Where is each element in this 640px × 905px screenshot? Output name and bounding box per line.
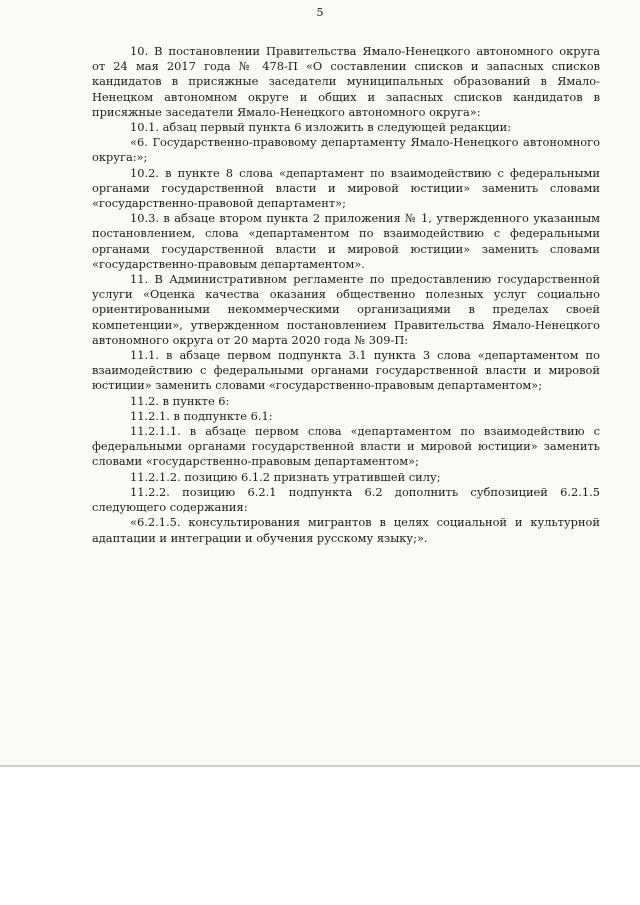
paragraph-11-2-2: 11.2.2. позицию 6.2.1 подпункта 6.2 дополнить субпозицией 6.2.1.5 следующего содержания: [92, 484, 600, 515]
paragraph-11-2-1-2: 11.2.1.2. позицию 6.1.2 признать утратившей силу; [130, 469, 441, 484]
document-body [92, 44, 600, 546]
paragraph-6-2-1-5-quote: «6.2.1.5. консультирования мигрантов в целях социальной и культурной адаптации и интеграции и обучения русскому языку;». [92, 515, 600, 545]
paragraph-11-1: 11.1. в абзаце первом подпункта 3.1 пункта 3 слова «департаментом по взаимодействию с федеральными органами государственной власти и мировой юстиции» заменить словами «государственно-правовым департаментом»; [92, 348, 600, 393]
paragraph-11-2-1: 11.2.1. в подпункте 6.1: [130, 408, 273, 423]
page-number: 5 [316, 6, 324, 19]
paragraph-11-2: 11.2. в пункте 6: [130, 393, 230, 408]
paragraph-10-2: 10.2. в пункте 8 слова «департамент по взаимодействию с федеральными органами государственной власти и мировой юстиции» заменить словами «государственно-правовой департамент»; [92, 165, 600, 211]
paragraph-10-1: 10.1. абзац первый пункта 6 изложить в следующей редакции: [130, 120, 512, 135]
paragraph-11: 11. В Административном регламенте по предоставлению государственной услуги «Оценка качества оказания общественно полезных услуг социально ориентированными некоммерческими организациями в пределах своей компетенции», утвержденном постановлением Правительства Ямало-Ненецкого автономного округа от 20 марта 2020 года № 309-П: [92, 272, 600, 347]
paragraph-10-1-quote: «6. Государственно-правовому департаменту Ямало-Ненецкого автономного округа:»; [92, 135, 600, 165]
blank-margin [0, 767, 640, 905]
paragraph-10-3: 10.3. в абзаце втором пункта 2 приложения № 1, утвержденного указанным постановлением, слова «департаментом по взаимодействию с федеральными органами государственной власти и мировой юстиции» заменить словами «государственно-правовым департаментом». [92, 211, 600, 271]
paragraph-11-2-1-1: 11.2.1.1. в абзаце первом слова «департаментом по взаимодействию с федеральными органами государственной власти и мировой юстиции» заменить словами «государственно-правовым департаментом»; [92, 424, 600, 469]
paragraph-10: 10. В постановлении Правительства Ямало-Ненецкого автономного округа от 24 мая 2017 года № 478-П «О составлении списков и запасных списков кандидатов в присяжные заседатели муниципальных образований в Ямало-Ненецком автономном округе и общих и запасных списков кандидатов в присяжные заседатели Ямало-Ненецкого автономного округа»: [92, 44, 600, 119]
